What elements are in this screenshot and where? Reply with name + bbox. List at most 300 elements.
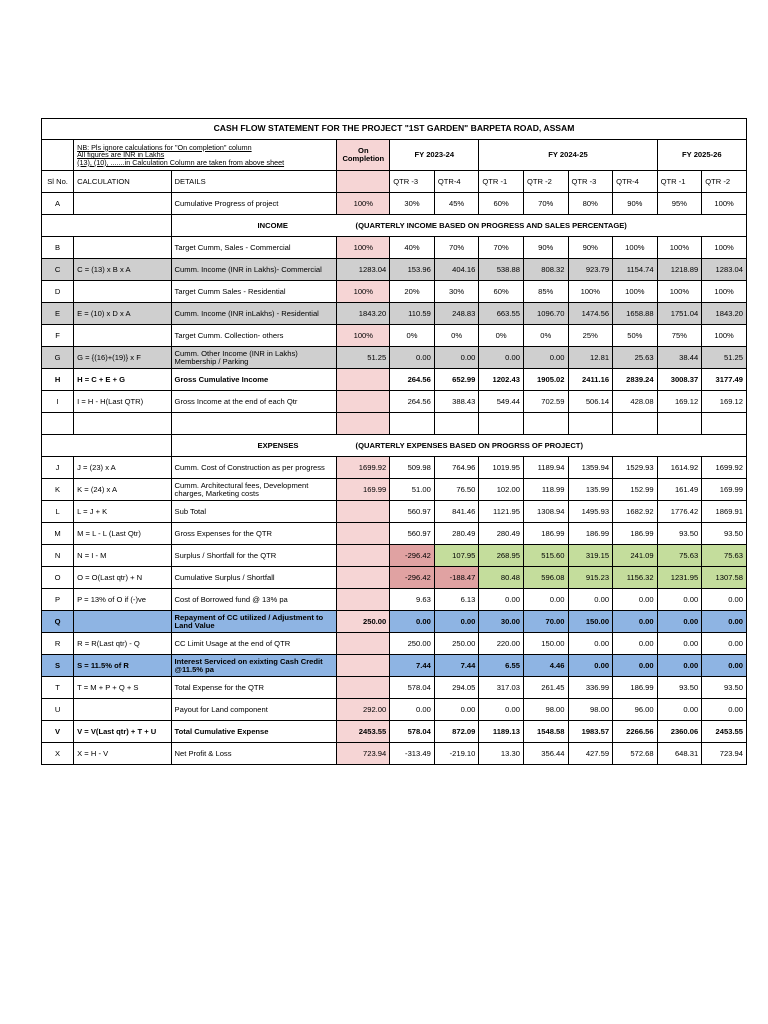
section-label: INCOME — [257, 220, 288, 230]
blank-row — [42, 413, 747, 435]
calc-cell — [74, 611, 171, 633]
fy-header: FY 2024-25 — [479, 140, 657, 171]
value-cell: 100% — [702, 325, 747, 347]
on-completion-cell — [337, 677, 390, 699]
on-completion-cell — [337, 523, 390, 545]
section-blank — [42, 435, 172, 457]
value-cell: 506.14 — [568, 391, 613, 413]
value-cell: 549.44 — [479, 391, 524, 413]
sl-cell: P — [42, 589, 74, 611]
income-section-row — [42, 215, 747, 237]
blank-cell — [337, 413, 390, 435]
details-cell: Cumm. Architectural fees, Development charges, Marketing costs — [171, 479, 337, 501]
value-cell: 135.99 — [568, 479, 613, 501]
sl-cell: K — [42, 479, 74, 501]
on-completion-cell — [337, 655, 390, 677]
value-cell: 578.04 — [390, 677, 435, 699]
value-cell: 0% — [390, 325, 435, 347]
value-cell: 248.83 — [434, 303, 479, 325]
col-header-qtr: QTR -1 — [479, 171, 524, 193]
section-note: (QUARTERLY EXPENSES BASED ON PROGRSS OF PROJECT) — [355, 440, 583, 450]
on-completion-cell: 1283.04 — [337, 259, 390, 281]
on-completion-cell: 1699.92 — [337, 457, 390, 479]
value-cell: 0.00 — [702, 655, 747, 677]
calc-cell: E = (10) x D x A — [74, 303, 171, 325]
value-cell: 186.99 — [613, 523, 658, 545]
value-cell: 652.99 — [434, 369, 479, 391]
value-cell: 93.50 — [702, 523, 747, 545]
details-cell: Surplus / Shortfall for the QTR — [171, 545, 337, 567]
on-completion-cell: 250.00 — [337, 611, 390, 633]
sl-cell: I — [42, 391, 74, 413]
value-cell: 404.16 — [434, 259, 479, 281]
value-cell: 515.60 — [523, 545, 568, 567]
value-cell: 0.00 — [613, 611, 658, 633]
value-cell: 30% — [390, 193, 435, 215]
value-cell: 25.63 — [613, 347, 658, 369]
value-cell: 0.00 — [613, 633, 658, 655]
fy-header: FY 2025-26 — [657, 140, 746, 171]
value-cell: 30% — [434, 281, 479, 303]
value-cell: 0.00 — [390, 611, 435, 633]
table-row — [42, 325, 747, 347]
col-header-qtr: QTR -2 — [523, 171, 568, 193]
value-cell: 9.63 — [390, 589, 435, 611]
calc-cell: M = L - L (Last Qtr) — [74, 523, 171, 545]
table-row — [42, 303, 747, 325]
col-header-qtr: QTR -1 — [657, 171, 702, 193]
sl-cell: S — [42, 655, 74, 677]
sl-cell: V — [42, 721, 74, 743]
table-row — [42, 567, 747, 589]
value-cell: 186.99 — [568, 523, 613, 545]
header-blank — [42, 140, 74, 171]
value-cell: 578.04 — [390, 721, 435, 743]
value-cell: 0.00 — [479, 699, 524, 721]
on-completion-cell: 169.99 — [337, 479, 390, 501]
table-row — [42, 457, 747, 479]
col-header-calc: CALCULATION — [74, 171, 171, 193]
table-row — [42, 611, 747, 633]
value-cell: 98.00 — [568, 699, 613, 721]
details-cell: Cumm. Income (INR in Lakhs)- Commercial — [171, 259, 337, 281]
value-cell: 7.44 — [434, 655, 479, 677]
note-line: (13), (10), .......in Calculation Column are taken from above sheet — [77, 157, 285, 167]
value-cell: 572.68 — [613, 743, 658, 765]
sl-cell: C — [42, 259, 74, 281]
blank-cell — [657, 413, 702, 435]
value-cell: 100% — [613, 281, 658, 303]
value-cell: 12.81 — [568, 347, 613, 369]
value-cell: 319.15 — [568, 545, 613, 567]
value-cell: 0.00 — [657, 611, 702, 633]
table-row — [42, 391, 747, 413]
value-cell: 30.00 — [479, 611, 524, 633]
value-cell: 648.31 — [657, 743, 702, 765]
value-cell: 560.97 — [390, 501, 435, 523]
value-cell: 90% — [613, 193, 658, 215]
value-cell: 76.50 — [434, 479, 479, 501]
value-cell: 75.63 — [657, 545, 702, 567]
value-cell: 0.00 — [702, 699, 747, 721]
value-cell: 0.00 — [390, 699, 435, 721]
table-row — [42, 237, 747, 259]
value-cell: 0.00 — [613, 589, 658, 611]
value-cell: 596.08 — [523, 567, 568, 589]
value-cell: 0.00 — [702, 633, 747, 655]
value-cell: -313.49 — [390, 743, 435, 765]
table-row — [42, 281, 747, 303]
value-cell: -219.10 — [434, 743, 479, 765]
value-cell: 0.00 — [613, 655, 658, 677]
value-cell: 220.00 — [479, 633, 524, 655]
note-line: NB: Pls ignore calculations for "On completion" column — [77, 142, 252, 152]
value-cell: 0.00 — [434, 347, 479, 369]
value-cell: 336.99 — [568, 677, 613, 699]
value-cell: 2839.24 — [613, 369, 658, 391]
value-cell: 250.00 — [434, 633, 479, 655]
value-cell: 663.55 — [479, 303, 524, 325]
on-completion-cell: 2453.55 — [337, 721, 390, 743]
sl-cell: L — [42, 501, 74, 523]
calc-cell: K = (24) x A — [74, 479, 171, 501]
value-cell: 0.00 — [523, 589, 568, 611]
value-cell: 70% — [434, 237, 479, 259]
blank-cell — [479, 413, 524, 435]
blank-cell — [74, 413, 171, 435]
value-cell: 1614.92 — [657, 457, 702, 479]
value-cell: 1905.02 — [523, 369, 568, 391]
on-completion-cell — [337, 545, 390, 567]
on-completion-cell: 1843.20 — [337, 303, 390, 325]
value-cell: 1776.42 — [657, 501, 702, 523]
details-cell: Target Cumm Sales - Residential — [171, 281, 337, 303]
value-cell: 1202.43 — [479, 369, 524, 391]
value-cell: 51.25 — [702, 347, 747, 369]
section-blank — [42, 215, 172, 237]
table-row — [42, 259, 747, 281]
value-cell: 250.00 — [390, 633, 435, 655]
sl-cell: O — [42, 567, 74, 589]
table-row — [42, 677, 747, 699]
value-cell: 25% — [568, 325, 613, 347]
calc-cell: P = 13% of O if (-)ve — [74, 589, 171, 611]
value-cell: 1474.56 — [568, 303, 613, 325]
value-cell: 1359.94 — [568, 457, 613, 479]
sl-cell: U — [42, 699, 74, 721]
on-completion-cell: 100% — [337, 237, 390, 259]
value-cell: 0.00 — [657, 633, 702, 655]
value-cell: 1096.70 — [523, 303, 568, 325]
details-cell: Cumm. Income (INR inLakhs) - Residential — [171, 303, 337, 325]
value-cell: 102.00 — [479, 479, 524, 501]
sl-cell: G — [42, 347, 74, 369]
value-cell: 1699.92 — [702, 457, 747, 479]
value-cell: 1156.32 — [613, 567, 658, 589]
value-cell: 6.55 — [479, 655, 524, 677]
value-cell: 100% — [702, 193, 747, 215]
table-row — [42, 523, 747, 545]
value-cell: 2360.06 — [657, 721, 702, 743]
value-cell: 186.99 — [523, 523, 568, 545]
value-cell: 80% — [568, 193, 613, 215]
value-cell: 356.44 — [523, 743, 568, 765]
details-cell: Total Cumulative Expense — [171, 721, 337, 743]
value-cell: 90% — [568, 237, 613, 259]
details-cell: CC Limit Usage at the end of QTR — [171, 633, 337, 655]
col-header-qtr: QTR -3 — [390, 171, 435, 193]
value-cell: 872.09 — [434, 721, 479, 743]
details-cell: Cumulative Surplus / Shortfall — [171, 567, 337, 589]
sl-cell: X — [42, 743, 74, 765]
value-cell: 95% — [657, 193, 702, 215]
value-cell: 0.00 — [434, 611, 479, 633]
value-cell: 60% — [479, 281, 524, 303]
value-cell: 1843.20 — [702, 303, 747, 325]
value-cell: 509.98 — [390, 457, 435, 479]
value-cell: 0.00 — [568, 655, 613, 677]
details-cell: Total Expense for the QTR — [171, 677, 337, 699]
sl-cell: Q — [42, 611, 74, 633]
value-cell: 1231.95 — [657, 567, 702, 589]
table-row — [42, 721, 747, 743]
value-cell: 2453.55 — [702, 721, 747, 743]
table-row — [42, 501, 747, 523]
sl-cell: A — [42, 193, 74, 215]
calc-cell — [74, 281, 171, 303]
col-header-qtr: QTR -3 — [568, 171, 613, 193]
value-cell: 1218.89 — [657, 259, 702, 281]
value-cell: 100% — [568, 281, 613, 303]
on-completion-cell: 100% — [337, 325, 390, 347]
value-cell: 915.23 — [568, 567, 613, 589]
cash-flow-table — [41, 118, 747, 765]
on-completion-cell: 100% — [337, 193, 390, 215]
value-cell: 38.44 — [657, 347, 702, 369]
expenses-section-row — [42, 435, 747, 457]
value-cell: 70% — [523, 193, 568, 215]
calc-cell: N = I - M — [74, 545, 171, 567]
value-cell: 841.46 — [434, 501, 479, 523]
note-line: All figures are INR in Lakhs — [77, 150, 165, 160]
sl-cell: M — [42, 523, 74, 545]
value-cell: 3177.49 — [702, 369, 747, 391]
value-cell: 107.95 — [434, 545, 479, 567]
table-row — [42, 347, 747, 369]
value-cell: 241.09 — [613, 545, 658, 567]
sl-cell: T — [42, 677, 74, 699]
on-completion-cell — [337, 567, 390, 589]
value-cell: 1189.13 — [479, 721, 524, 743]
col-header-oc — [337, 171, 390, 193]
value-cell: 2411.16 — [568, 369, 613, 391]
on-completion-cell: 292.00 — [337, 699, 390, 721]
value-cell: 0.00 — [479, 589, 524, 611]
calc-cell: T = M + P + Q + S — [74, 677, 171, 699]
details-cell: Cumm. Other Income (INR in Lakhs) Membership / Parking — [171, 347, 337, 369]
value-cell: 280.49 — [434, 523, 479, 545]
value-cell: 80.48 — [479, 567, 524, 589]
calc-cell: J = (23) x A — [74, 457, 171, 479]
value-cell: 1751.04 — [657, 303, 702, 325]
value-cell: 153.96 — [390, 259, 435, 281]
value-cell: 702.59 — [523, 391, 568, 413]
value-cell: 764.96 — [434, 457, 479, 479]
title-row — [42, 119, 747, 140]
value-cell: 100% — [657, 237, 702, 259]
fy-header: FY 2023-24 — [390, 140, 479, 171]
value-cell: 427.59 — [568, 743, 613, 765]
value-cell: 13.30 — [479, 743, 524, 765]
details-cell: Cumm. Cost of Construction as per progress — [171, 457, 337, 479]
value-cell: 161.49 — [657, 479, 702, 501]
value-cell: 294.05 — [434, 677, 479, 699]
sl-cell: J — [42, 457, 74, 479]
value-cell: 152.99 — [613, 479, 658, 501]
details-cell: Sub Total — [171, 501, 337, 523]
details-cell: Repayment of CC utilized / Adjustment to Land Value — [171, 611, 337, 633]
calc-cell: O = O(Last qtr) + N — [74, 567, 171, 589]
section-title — [171, 435, 746, 457]
value-cell: 264.56 — [390, 369, 435, 391]
calc-cell: V = V(Last qtr) + T + U — [74, 721, 171, 743]
section-note: (QUARTERLY INCOME BASED ON PROGRESS AND SALES PERCENTAGE) — [355, 220, 627, 230]
value-cell: 1983.57 — [568, 721, 613, 743]
blank-cell — [568, 413, 613, 435]
value-cell: 0% — [479, 325, 524, 347]
value-cell: 50% — [613, 325, 658, 347]
value-cell: 100% — [702, 237, 747, 259]
value-cell: 0% — [523, 325, 568, 347]
on-completion-cell — [337, 369, 390, 391]
value-cell: 169.99 — [702, 479, 747, 501]
blank-cell — [434, 413, 479, 435]
calc-cell: C = (13) x B x A — [74, 259, 171, 281]
value-cell: 90% — [523, 237, 568, 259]
table-row — [42, 193, 747, 215]
details-cell: Payout for Land component — [171, 699, 337, 721]
col-header-details: DETAILS — [171, 171, 337, 193]
calc-cell: R = R(Last qtr) - Q — [74, 633, 171, 655]
value-cell: 0.00 — [568, 633, 613, 655]
calc-cell — [74, 193, 171, 215]
table-row — [42, 655, 747, 677]
blank-cell — [523, 413, 568, 435]
table-row — [42, 589, 747, 611]
value-cell: 264.56 — [390, 391, 435, 413]
value-cell: 0.00 — [657, 655, 702, 677]
value-cell: 70% — [479, 237, 524, 259]
value-cell: 93.50 — [657, 677, 702, 699]
value-cell: 0.00 — [657, 589, 702, 611]
value-cell: 1121.95 — [479, 501, 524, 523]
value-cell: 169.12 — [702, 391, 747, 413]
calc-cell — [74, 237, 171, 259]
value-cell: 1682.92 — [613, 501, 658, 523]
details-cell: Cost of Borrowed fund @ 13% pa — [171, 589, 337, 611]
section-label: EXPENSES — [257, 440, 299, 450]
details-cell: Target Cumm. Collection- others — [171, 325, 337, 347]
value-cell: 0.00 — [657, 699, 702, 721]
calc-cell: S = 11.5% of R — [74, 655, 171, 677]
col-header-sl: Sl No. — [42, 171, 74, 193]
value-cell: 723.94 — [702, 743, 747, 765]
value-cell: 75.63 — [702, 545, 747, 567]
calc-cell — [74, 699, 171, 721]
calc-cell: G = {(16)+(19)} x F — [74, 347, 171, 369]
sl-cell: H — [42, 369, 74, 391]
value-cell: 118.99 — [523, 479, 568, 501]
value-cell: 100% — [702, 281, 747, 303]
value-cell: 40% — [390, 237, 435, 259]
table-row — [42, 633, 747, 655]
value-cell: 0.00 — [390, 347, 435, 369]
value-cell: 60% — [479, 193, 524, 215]
on-completion-cell — [337, 589, 390, 611]
value-cell: 268.95 — [479, 545, 524, 567]
table-row — [42, 479, 747, 501]
value-cell: 1869.91 — [702, 501, 747, 523]
blank-cell — [390, 413, 435, 435]
table-row — [42, 743, 747, 765]
value-cell: 51.00 — [390, 479, 435, 501]
calc-cell: H = C + E + G — [74, 369, 171, 391]
column-header-row — [42, 171, 747, 193]
details-cell: Gross Cumulative Income — [171, 369, 337, 391]
blank-cell — [613, 413, 658, 435]
value-cell: 0.00 — [702, 611, 747, 633]
on-completion-cell: 51.25 — [337, 347, 390, 369]
details-cell: Gross Income at the end of each Qtr — [171, 391, 337, 413]
value-cell: -296.42 — [390, 567, 435, 589]
value-cell: 0% — [434, 325, 479, 347]
value-cell: 1529.93 — [613, 457, 658, 479]
value-cell: 70.00 — [523, 611, 568, 633]
value-cell: 0.00 — [479, 347, 524, 369]
value-cell: 85% — [523, 281, 568, 303]
value-cell: 110.59 — [390, 303, 435, 325]
col-header-qtr: QTR-4 — [434, 171, 479, 193]
value-cell: 280.49 — [479, 523, 524, 545]
details-cell: Cumulative Progress of project — [171, 193, 337, 215]
header-row — [42, 140, 747, 171]
value-cell: 317.03 — [479, 677, 524, 699]
value-cell: 1308.94 — [523, 501, 568, 523]
value-cell: 169.12 — [657, 391, 702, 413]
value-cell: 186.99 — [613, 677, 658, 699]
notes-cell — [74, 140, 337, 171]
value-cell: 100% — [613, 237, 658, 259]
on-completion-cell — [337, 501, 390, 523]
details-cell: Net Profit & Loss — [171, 743, 337, 765]
page-title: CASH FLOW STATEMENT FOR THE PROJECT "1ST GARDEN" BARPETA ROAD, ASSAM — [42, 119, 747, 140]
sl-cell: R — [42, 633, 74, 655]
table-row — [42, 369, 747, 391]
value-cell: 0.00 — [434, 699, 479, 721]
value-cell: 428.08 — [613, 391, 658, 413]
value-cell: 1658.88 — [613, 303, 658, 325]
value-cell: 261.45 — [523, 677, 568, 699]
blank-cell — [42, 413, 74, 435]
value-cell: 93.50 — [702, 677, 747, 699]
details-cell: Interest Serviced on exixting Cash Credit @11.5% pa — [171, 655, 337, 677]
details-cell: Gross Expenses for the QTR — [171, 523, 337, 545]
calc-cell: X = H - V — [74, 743, 171, 765]
col-header-qtr: QTR -2 — [702, 171, 747, 193]
on-completion-cell — [337, 391, 390, 413]
calc-cell: L = J + K — [74, 501, 171, 523]
blank-cell — [702, 413, 747, 435]
